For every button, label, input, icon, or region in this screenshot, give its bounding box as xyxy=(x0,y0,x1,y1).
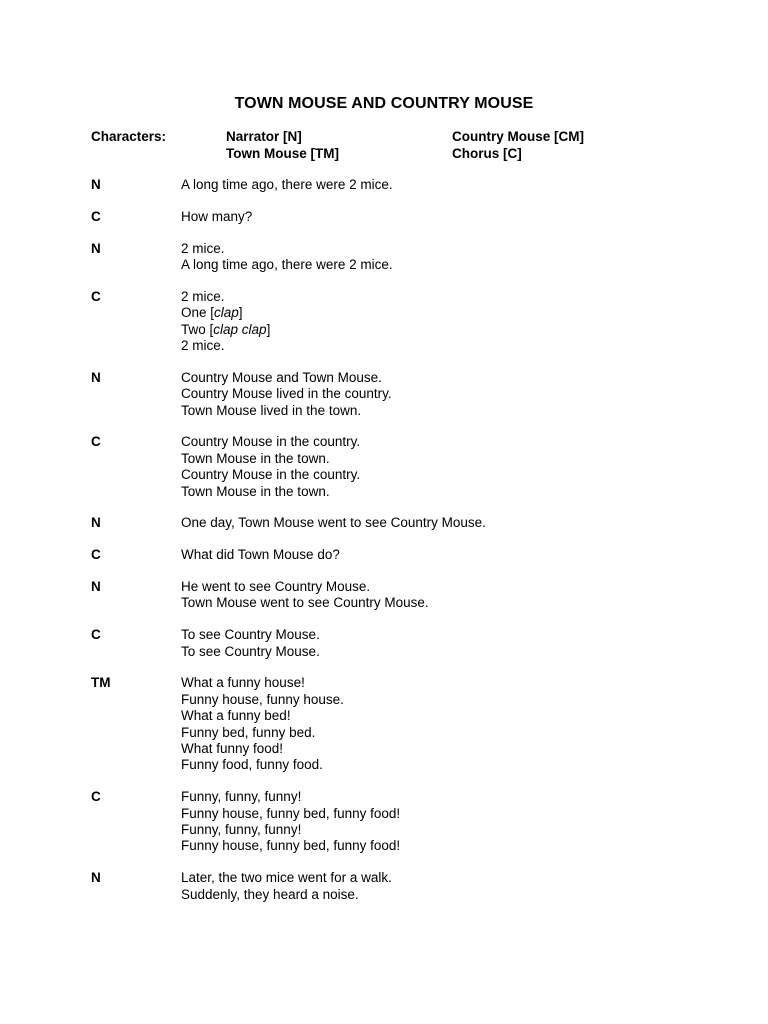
character-chorus: Chorus [C] xyxy=(452,145,522,161)
dialogue-line xyxy=(181,289,711,305)
script-entry xyxy=(91,209,711,225)
dialogue-text: Country Mouse and Town Mouse. xyxy=(181,369,382,385)
script-entry xyxy=(91,515,711,531)
dialogue-text: Funny house, funny bed, funny food! xyxy=(181,838,401,854)
dialogue-text: How many? xyxy=(181,208,253,224)
dialogue-line xyxy=(181,579,711,595)
dialogue-lines xyxy=(181,289,711,355)
script-entry xyxy=(91,627,711,660)
dialogue-text: What funny food! xyxy=(181,741,284,757)
dialogue-line xyxy=(181,434,711,450)
script-entry xyxy=(91,434,711,500)
speaker-label: C xyxy=(91,547,101,563)
dialogue-line xyxy=(181,322,711,338)
dialogue-line xyxy=(181,822,711,838)
stage-direction: clap xyxy=(214,305,239,321)
dialogue-text: One day, Town Mouse went to see Country Mouse. xyxy=(181,515,486,531)
character-narrator: Narrator [N] xyxy=(226,129,302,144)
speaker-label: N xyxy=(91,177,101,192)
dialogue-line xyxy=(181,627,711,643)
script-entry xyxy=(91,241,711,274)
dialogue-line xyxy=(181,692,711,708)
dialogue-text: Later, the two mice went for a walk. xyxy=(181,870,392,886)
script-entry xyxy=(91,675,711,773)
dialogue-line xyxy=(181,887,711,903)
dialogue-line xyxy=(181,870,711,886)
dialogue-text: Town Mouse in the town. xyxy=(181,450,330,466)
dialogue-line xyxy=(181,241,711,257)
script-entry xyxy=(91,789,711,855)
dialogue-text: Town Mouse went to see Country Mouse. xyxy=(181,595,429,611)
dialogue-line xyxy=(181,838,711,854)
script-entry xyxy=(91,579,711,612)
speaker-label: N xyxy=(91,240,101,256)
dialogue-line xyxy=(181,806,711,822)
script-entry xyxy=(91,370,711,419)
speaker-label: TM xyxy=(91,675,111,691)
document-title: TOWN MOUSE AND COUNTRY MOUSE xyxy=(234,95,534,112)
dialogue-line xyxy=(181,257,711,273)
dialogue-text: Funny house, funny house. xyxy=(181,691,344,707)
dialogue-text: One [ xyxy=(181,305,215,321)
dialogue-line xyxy=(181,467,711,483)
script-body xyxy=(91,177,711,918)
script-entry xyxy=(91,289,711,355)
dialogue-lines xyxy=(181,675,711,773)
dialogue-text: Town Mouse lived in the town. xyxy=(181,402,362,418)
dialogue-lines xyxy=(181,177,711,193)
dialogue-lines xyxy=(181,434,711,500)
speaker-label: C xyxy=(91,627,101,643)
dialogue-lines xyxy=(181,579,711,612)
speaker-label: C xyxy=(91,789,101,805)
speaker-label: N xyxy=(91,870,101,886)
dialogue-text: Funny food, funny food. xyxy=(181,757,323,773)
dialogue-text: Country Mouse in the country. xyxy=(181,467,361,483)
stage-direction: clap clap xyxy=(213,321,267,337)
dialogue-text: ] xyxy=(266,321,271,337)
character-country-mouse: Country Mouse [CM] xyxy=(452,129,584,144)
dialogue-text: Funny, funny, funny! xyxy=(181,822,302,838)
dialogue-line xyxy=(181,177,711,193)
dialogue-text: To see Country Mouse. xyxy=(181,643,320,659)
dialogue-lines xyxy=(181,241,711,274)
dialogue-line xyxy=(181,515,711,531)
dialogue-text: Funny bed, funny bed. xyxy=(181,724,316,740)
dialogue-line xyxy=(181,484,711,500)
dialogue-text: What a funny bed! xyxy=(181,708,291,724)
script-entry xyxy=(91,177,711,193)
dialogue-lines xyxy=(181,209,711,225)
speaker-label: C xyxy=(91,434,101,450)
dialogue-line xyxy=(181,547,711,563)
dialogue-text: 2 mice. xyxy=(181,338,225,354)
dialogue-line xyxy=(181,305,711,321)
dialogue-text: Funny house, funny bed, funny food! xyxy=(181,805,401,821)
characters-label: Characters: xyxy=(91,129,167,144)
dialogue-text: Funny, funny, funny! xyxy=(181,789,302,805)
dialogue-lines xyxy=(181,627,711,660)
dialogue-text: 2 mice. xyxy=(181,240,225,256)
speaker-label: C xyxy=(91,288,101,304)
dialogue-line xyxy=(181,675,711,691)
dialogue-text: Suddenly, they heard a noise. xyxy=(181,886,359,902)
dialogue-text: What did Town Mouse do? xyxy=(181,547,340,563)
dialogue-line xyxy=(181,370,711,386)
dialogue-text: ] xyxy=(238,305,243,321)
speaker-label: N xyxy=(91,369,101,385)
dialogue-text: Country Mouse lived in the country. xyxy=(181,386,392,402)
dialogue-text: He went to see Country Mouse. xyxy=(181,579,371,595)
dialogue-line xyxy=(181,725,711,741)
dialogue-line xyxy=(181,789,711,805)
dialogue-text: A long time ago, there were 2 mice. xyxy=(181,177,393,192)
speaker-label: C xyxy=(91,208,101,224)
script-entry xyxy=(91,870,711,903)
dialogue-lines xyxy=(181,515,711,531)
dialogue-line xyxy=(181,644,711,660)
speaker-label: N xyxy=(91,515,101,531)
characters-column-1 xyxy=(226,129,339,162)
dialogue-text: 2 mice. xyxy=(181,288,225,304)
dialogue-line xyxy=(181,338,711,354)
dialogue-line xyxy=(181,708,711,724)
dialogue-line xyxy=(181,595,711,611)
dialogue-line xyxy=(181,209,711,225)
dialogue-text: A long time ago, there were 2 mice. xyxy=(181,257,393,272)
dialogue-line xyxy=(181,757,711,773)
character-town-mouse: Town Mouse [TM] xyxy=(226,145,339,161)
dialogue-lines xyxy=(181,870,711,903)
dialogue-text: What a funny house! xyxy=(181,675,305,691)
dialogue-lines xyxy=(181,370,711,419)
speaker-label: N xyxy=(91,579,101,595)
characters-column-2 xyxy=(452,129,584,162)
script-entry xyxy=(91,547,711,563)
dialogue-text: To see Country Mouse. xyxy=(181,627,320,643)
dialogue-line xyxy=(181,403,711,419)
dialogue-lines xyxy=(181,789,711,855)
dialogue-line xyxy=(181,451,711,467)
dialogue-line xyxy=(181,386,711,402)
dialogue-text: Country Mouse in the country. xyxy=(181,434,361,450)
dialogue-line xyxy=(181,741,711,757)
dialogue-lines xyxy=(181,547,711,563)
dialogue-text: Two [ xyxy=(181,321,214,337)
characters-block xyxy=(91,129,711,165)
dialogue-text: Town Mouse in the town. xyxy=(181,483,330,499)
